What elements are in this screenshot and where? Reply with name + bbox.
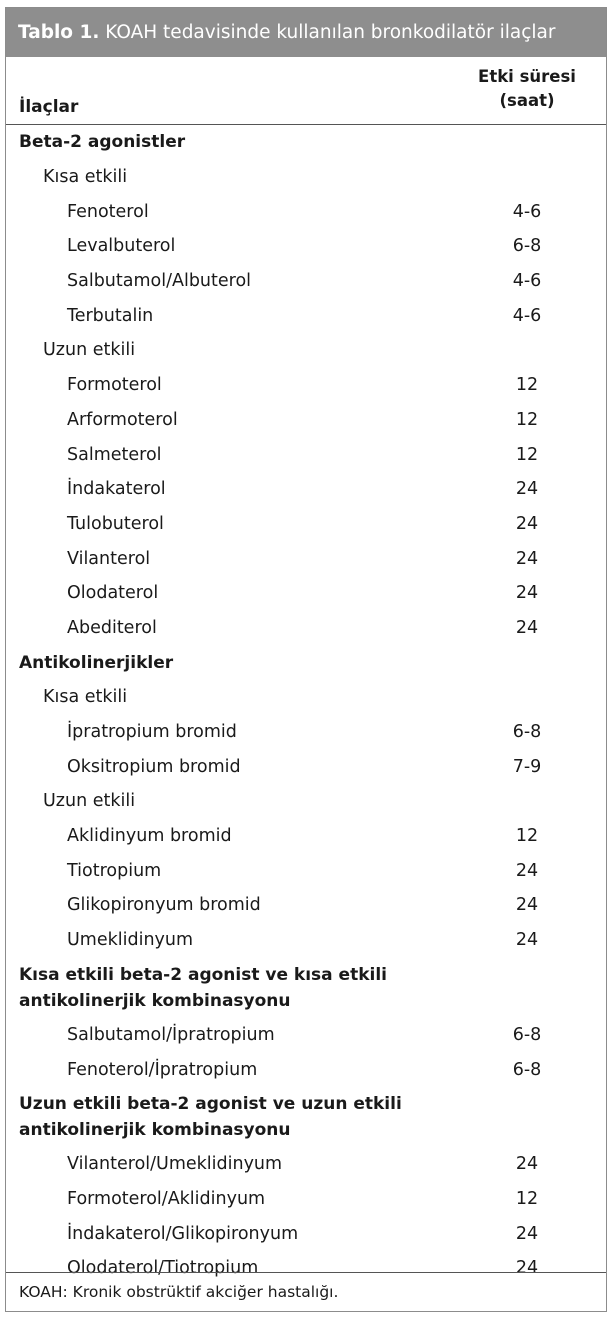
drug-name: İndakaterol/Glikopironyum <box>67 1223 299 1244</box>
drug-name: Salmeterol <box>67 444 162 465</box>
drug-name: Tulobuterol <box>67 513 164 534</box>
duration-value: 24 <box>515 895 539 916</box>
duration-value: 4-6 <box>512 201 542 222</box>
duration-value: 12 <box>515 826 539 847</box>
drug-name: Kısa etkili <box>43 167 128 188</box>
drug-name: Tiotropium <box>67 860 162 881</box>
table-row <box>6 264 606 299</box>
drug-name: Vilanterol/Umeklidinyum <box>67 1154 283 1175</box>
duration-value: 4-6 <box>512 271 542 292</box>
duration-value: 6-8 <box>512 236 542 257</box>
drug-name: Umeklidinyum <box>67 930 194 951</box>
drug-name: Salbutamol/İpratropium <box>67 1024 275 1045</box>
drug-name: Glikopironyum bromid <box>67 895 261 916</box>
table-row <box>6 749 606 784</box>
table-row <box>6 541 606 576</box>
category-row <box>6 125 606 160</box>
table-row <box>6 576 606 611</box>
drug-name: Arformoterol <box>67 409 178 430</box>
duration-value: 24 <box>515 583 539 604</box>
duration-value: 6-8 <box>512 1024 542 1045</box>
subcategory-row <box>6 160 606 195</box>
table-row <box>6 1182 606 1217</box>
duration-value: 24 <box>515 1223 539 1244</box>
duration-value: 24 <box>515 1154 539 1175</box>
drug-name: Levalbuterol <box>67 236 176 257</box>
column-header-duration <box>464 65 590 113</box>
duration-value: 24 <box>515 1258 539 1279</box>
drug-name: İpratropium bromid <box>67 722 237 743</box>
subcategory-row <box>6 680 606 715</box>
subcategory-row <box>6 333 606 368</box>
drug-name: Formoterol/Aklidinyum <box>67 1188 266 1209</box>
table-row <box>6 437 606 472</box>
table-row <box>6 472 606 507</box>
duration-value: 12 <box>515 1188 539 1209</box>
table-row <box>6 298 606 333</box>
column-header-duration-line1: Etki süresi <box>478 67 576 86</box>
column-header-drugs: İlaçlar <box>19 97 79 117</box>
table-row <box>6 403 606 438</box>
drug-name: Olodaterol/Tiotropium <box>67 1258 259 1279</box>
duration-value: 24 <box>515 617 539 638</box>
drug-name: Uzun etkili <box>43 340 136 361</box>
column-header-duration-line2: (saat) <box>499 91 555 110</box>
duration-value: 24 <box>515 860 539 881</box>
category-row <box>6 1087 606 1147</box>
table-row <box>6 194 606 229</box>
category-row <box>6 645 606 680</box>
table-row <box>6 1018 606 1053</box>
subcategory-row <box>6 784 606 819</box>
drug-name: Olodaterol <box>67 583 159 604</box>
drug-name: Abediterol <box>67 617 157 638</box>
drug-name: Terbutalin <box>67 305 154 326</box>
table-title <box>6 8 606 57</box>
duration-value: 24 <box>515 548 539 569</box>
drug-name: Uzun etkili <box>43 791 136 812</box>
table-row <box>6 507 606 542</box>
duration-value: 6-8 <box>512 722 542 743</box>
table-row <box>6 611 606 646</box>
duration-value: 12 <box>515 409 539 430</box>
table-footnote: KOAH: Kronik obstrüktif akciğer hastalığı. <box>6 1272 606 1311</box>
table-row <box>6 229 606 264</box>
table-frame <box>5 7 607 1312</box>
drug-name: Antikolinerjikler <box>19 652 174 673</box>
table-header <box>6 57 606 125</box>
drug-name: Vilanterol <box>67 548 151 569</box>
duration-value: 24 <box>515 513 539 534</box>
drug-name: Kısa etkili <box>43 687 128 708</box>
table-body <box>6 125 606 1286</box>
table-row <box>6 1147 606 1182</box>
drug-name: Oksitropium bromid <box>67 756 241 777</box>
category-row <box>6 958 606 1018</box>
drug-name: Fenoterol <box>67 201 149 222</box>
drug-name: Fenoterol/İpratropium <box>67 1059 258 1080</box>
duration-value: 24 <box>515 930 539 951</box>
table-row <box>6 923 606 958</box>
drug-name: Aklidinyum bromid <box>67 826 232 847</box>
drug-name: Kısa etkili beta-2 agonist ve kısa etkili antikolinerjik kombinasyonu <box>19 964 387 1011</box>
table-title-text: KOAH tedavisinde kullanılan bronkodilatör ilaçlar <box>105 22 556 43</box>
duration-value: 12 <box>515 375 539 396</box>
table-row <box>6 853 606 888</box>
duration-value: 24 <box>515 479 539 500</box>
table-title-label: Tablo 1. <box>18 22 100 43</box>
table-row <box>6 819 606 854</box>
drug-name: Salbutamol/Albuterol <box>67 271 252 292</box>
table-row <box>6 715 606 750</box>
drug-name: Formoterol <box>67 375 162 396</box>
duration-value: 4-6 <box>512 305 542 326</box>
table-row <box>6 1052 606 1087</box>
drug-name: Beta-2 agonistler <box>19 132 186 153</box>
table-row <box>6 1216 606 1251</box>
drug-name: Uzun etkili beta-2 agonist ve uzun etkili antikolinerjik kombinasyonu <box>19 1093 402 1140</box>
duration-value: 6-8 <box>512 1059 542 1080</box>
table-row <box>6 368 606 403</box>
drug-name: İndakaterol <box>67 479 166 500</box>
table-row <box>6 888 606 923</box>
duration-value: 7-9 <box>512 756 542 777</box>
duration-value: 12 <box>515 444 539 465</box>
